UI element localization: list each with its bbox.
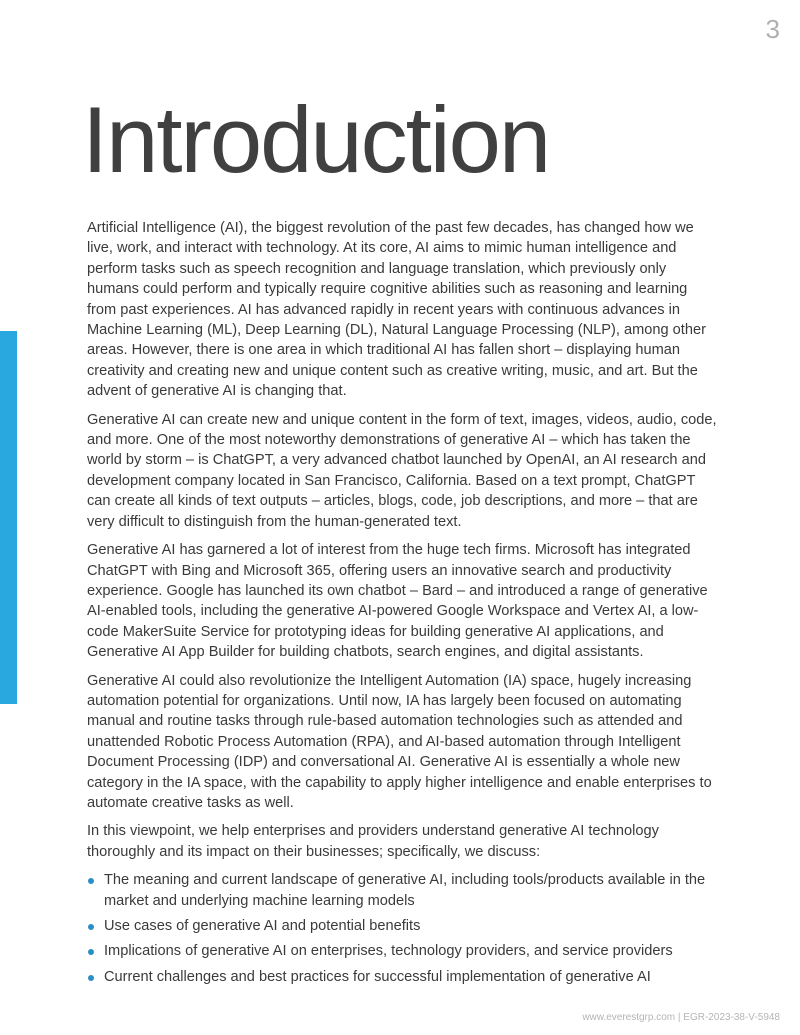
bullet-icon <box>88 949 94 955</box>
list-item <box>87 967 719 987</box>
list-item <box>87 870 719 911</box>
list-item <box>87 916 719 936</box>
discussion-list <box>87 870 719 987</box>
page-title: Introduction <box>82 87 550 192</box>
paragraph-generative-ai: Generative AI can create new and unique content in the form of text, images, videos, audio, code, and more. One of the most noteworthy demonstrations of generative AI – which has taken the world by storm – is ChatGPT, a very advanced chatbot launched by OpenAI, an AI research and development company located in San Francisco, California. Based on a text prompt, ChatGPT can create all kinds of text outputs – articles, blogs, code, job descriptions, and more – that are very difficult to distinguish from the human-generated text. <box>87 411 717 530</box>
accent-side-bar <box>0 331 17 704</box>
paragraph-intelligent-automation: Generative AI could also revolutionize the Intelligent Automation (IA) space, hugely increasing automation potential for organizations. Until now, IA has largely been focused on automating manual and routine tasks through rule-based automation technologies such as attended and unattended Robotic Process Automation (RPA), and AI-based automation through Intelligent Document Processing (IDP) and conversational AI. Generative AI is essentially a whole new category in the IA space, with the capability to apply higher intelligence and enable enterprises to automate creative tasks as well. <box>87 672 712 811</box>
bullet-icon <box>88 924 94 930</box>
bullet-icon <box>88 975 94 981</box>
bullet-icon <box>88 878 94 884</box>
list-item-text: Implications of generative AI on enterprises, technology providers, and service providers <box>104 943 673 960</box>
list-item-text: Use cases of generative AI and potential benefits <box>104 918 421 934</box>
paragraph-tech-firms: Generative AI has garnered a lot of interest from the huge tech firms. Microsoft has integrated ChatGPT with Bing and Microsoft 365, offering users an innovative search and productivity experience. Google has launched its own chatbot – Bard – and introduced a range of generative AI-enabled tools, including the generative AI-powered Google Workspace and Vertex AI, a low-code MakerSuite Service for prototyping ideas for building generative AI applications, and Generative AI App Builder for building chatbots, search engines, and digital assistants. <box>87 542 708 661</box>
page-number: 3 <box>765 14 780 44</box>
paragraph-viewpoint: In this viewpoint, we help enterprises and providers understand generative AI technology thoroughly and its impact on their businesses; specifically, we discuss: <box>87 823 659 860</box>
footer-reference: www.everestgrp.com | EGR-2023-38-V-5948 <box>582 1012 780 1023</box>
list-item-text: The meaning and current landscape of generative AI, including tools/products available in the market and underlying machine learning models <box>104 872 706 909</box>
list-item <box>87 941 719 961</box>
body-content <box>87 218 719 992</box>
paragraph-intro: Artificial Intelligence (AI), the biggest revolution of the past few decades, has changed how we live, work, and interact with technology. At its core, AI aims to mimic human intelligence and perform tasks such as speech recognition and language translation, which previously only humans could perform and typically require cognitive abilities such as reasoning and learning from past experiences. AI has advanced rapidly in recent years with continuous advances in Machine Learning (ML), Deep Learning (DL), Natural Language Processing (NLP), among other areas. However, there is one area in which traditional AI has fallen short – displaying human creativity and creating new and unique content such as creative writing, music, and art. But the advent of generative AI is changing that. <box>87 220 706 400</box>
list-item-text: Current challenges and best practices for successful implementation of generative AI <box>104 968 651 985</box>
